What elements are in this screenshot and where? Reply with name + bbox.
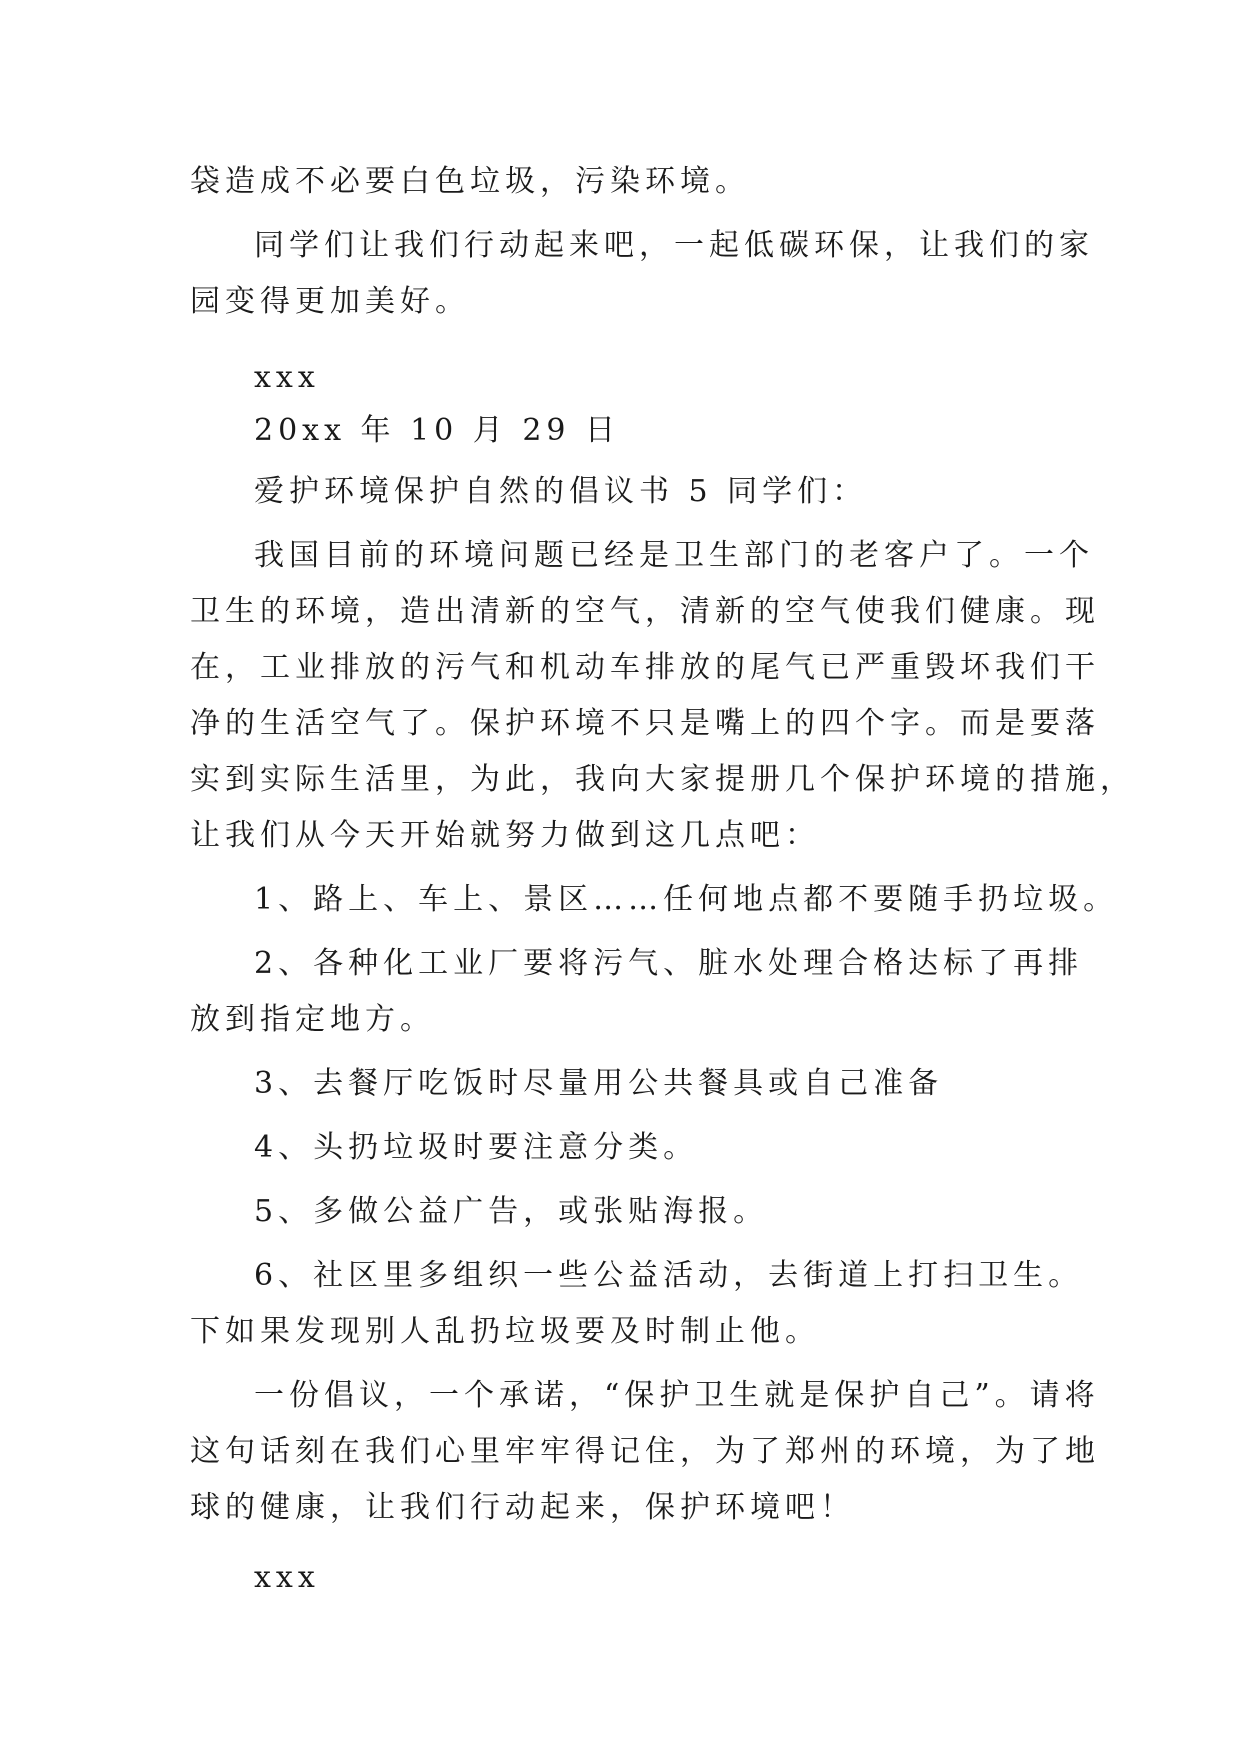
signature-line: xxx <box>254 1560 320 1595</box>
date-line: 20xx 年 10 月 29 日 <box>254 413 621 448</box>
text-line: 同学们让我们行动起来吧，一起低碳环保，让我们的家 <box>254 228 1094 263</box>
text-line: 实到实际生活里，为此，我向大家提册几个保护环境的措施， <box>190 762 1135 797</box>
document-body <box>190 154 1135 1606</box>
list-item: 3、去餐厅吃饭时尽量用公共餐具或自己准备 <box>254 1066 944 1101</box>
list-item: 4、头扔垃圾时要注意分类。 <box>254 1130 699 1165</box>
signature-line: xxx <box>254 360 320 395</box>
list-item: 2、各种化工业厂要将污气、脏水处理合格达标了再排 <box>254 946 1084 981</box>
text-line: 让我们从今天开始就努力做到这几点吧： <box>190 818 820 853</box>
text-line: 袋造成不必要白色垃圾，污染环境。 <box>190 164 750 199</box>
text-line: 这句话刻在我们心里牢牢得记住，为了郑州的环境，为了地 <box>190 1434 1100 1469</box>
heading-line: 爱护环境保护自然的倡议书 5 同学们： <box>254 474 868 509</box>
text-line: 一份倡议，一个承诺，“保护卫生就是保护自己”。请将 <box>254 1378 1100 1413</box>
text-line: 净的生活空气了。保护环境不只是嘴上的四个字。而是要落 <box>190 706 1100 741</box>
list-item-continuation: 下如果发现别人乱扔垃圾要及时制止他。 <box>190 1314 820 1349</box>
text-line: 在，工业排放的污气和机动车排放的尾气已严重毁坏我们干 <box>190 650 1100 685</box>
list-item-continuation: 放到指定地方。 <box>190 1002 435 1037</box>
text-line: 我国目前的环境问题已经是卫生部门的老客户了。一个 <box>254 538 1094 573</box>
list-item: 6、社区里多组织一些公益活动，去街道上打扫卫生。 <box>254 1258 1084 1293</box>
list-item: 5、多做公益广告，或张贴海报。 <box>254 1194 769 1229</box>
text-line: 球的健康，让我们行动起来，保护环境吧！ <box>190 1490 855 1525</box>
list-item: 1、路上、车上、景区……任何地点都不要随手扔垃圾。 <box>254 882 1119 917</box>
text-line: 卫生的环境，造出清新的空气，清新的空气使我们健康。现 <box>190 594 1100 629</box>
text-line: 园变得更加美好。 <box>190 284 470 319</box>
